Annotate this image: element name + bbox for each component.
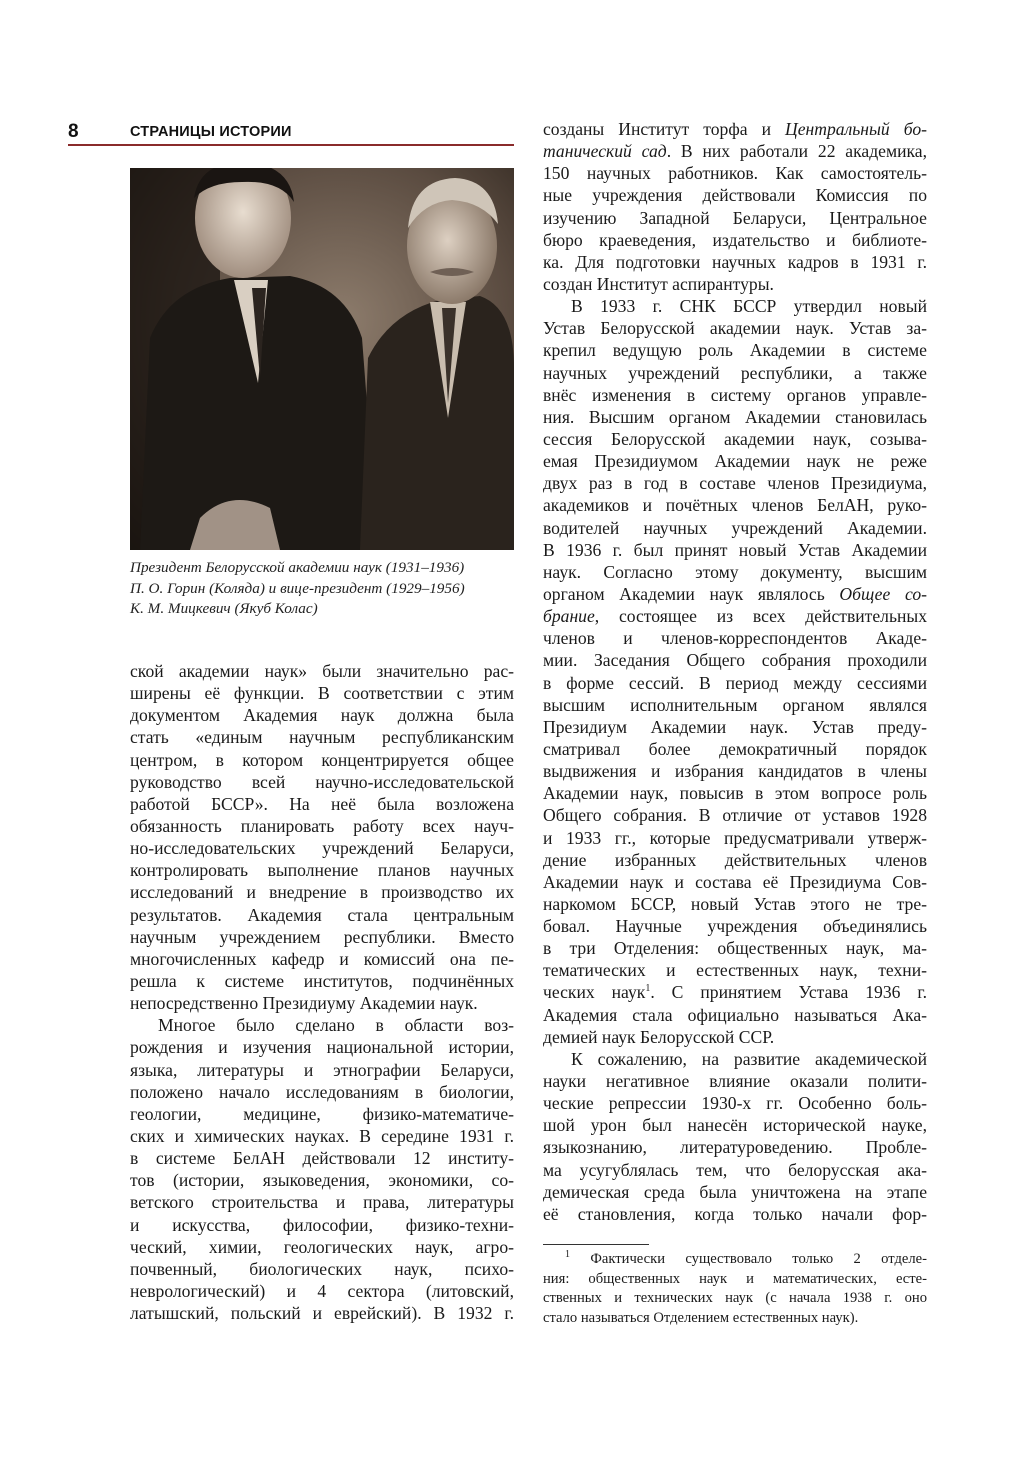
text-line: демией наук Белорусской ССР. bbox=[543, 1026, 775, 1047]
caption-line: П. О. Горин (Коляда) и вице-президент (1929–1956) bbox=[130, 579, 465, 597]
text-line: ческий, химии, геологических наук, агро- bbox=[130, 1236, 514, 1257]
text-fragment: созданы Институт торфа и bbox=[543, 119, 786, 139]
text-line: емая Президиумом Академии наук не реже bbox=[543, 451, 927, 472]
footnote-line: ния: общественных наук и математических, есте- bbox=[543, 1270, 927, 1287]
text-line bbox=[543, 605, 927, 627]
text-line: её становления, когда только начали фор- bbox=[543, 1203, 927, 1224]
text-line: обязанность планировать работу всех науч- bbox=[130, 815, 514, 836]
text-line: центром, в котором концентрируется общее bbox=[130, 749, 514, 770]
running-head: СТРАНИЦЫ ИСТОРИИ bbox=[130, 124, 292, 140]
text-line: тематических и естественных наук, техни- bbox=[543, 960, 927, 981]
page-number: 8 bbox=[68, 121, 79, 142]
text-line: и 1933 гг., которые предусматривали утверж- bbox=[543, 827, 927, 848]
text-line: результатов. Академия стала центральным bbox=[130, 904, 514, 925]
text-line: но-исследовательских учреждений Беларуси, bbox=[130, 838, 514, 859]
photo-caption bbox=[130, 558, 516, 620]
text-fragment: органом Академии наук являлось bbox=[543, 583, 840, 604]
text-line: ма усугублялась тем, что белорусская ака- bbox=[543, 1159, 927, 1180]
text-line: языкознанию, литературоведению. Пробле- bbox=[543, 1137, 927, 1158]
text-fragment: , состоящее из всех действительных bbox=[594, 606, 927, 627]
caption-line: Президент Белорусской академии наук (1931–1936) bbox=[130, 559, 465, 576]
text-line: в системе БелАН действовали 12 институ- bbox=[130, 1148, 514, 1169]
text-line: многочисленных кафедр и комиссий она пе- bbox=[130, 948, 514, 969]
footnote-line: стало называться Отделением естественных наук). bbox=[543, 1309, 859, 1326]
text-line: ветского строительства и права, литературы bbox=[130, 1192, 514, 1213]
text-line: научным учреждением республики. Вместо bbox=[130, 926, 514, 947]
text-line: в форме сессий. В период между сессиями bbox=[543, 672, 927, 693]
text-line: решла к системе институтов, подчинённых bbox=[130, 970, 514, 991]
text-line: научных учреждений республики, а также bbox=[543, 362, 927, 383]
text-line: исследований и внедрение в производство их bbox=[130, 882, 514, 903]
text-line: К сожалению, на развитие академической bbox=[571, 1048, 927, 1069]
text-line: латышский, польский и еврейский). В 1932 г. bbox=[130, 1303, 514, 1324]
text-line: выдвижения и избрания кандидатов в члены bbox=[543, 761, 927, 782]
text-line: геологии, медицине, физико-математиче- bbox=[130, 1103, 514, 1124]
text-line: шой урон был нанесён исторической науке, bbox=[543, 1115, 927, 1136]
text-fragment: . С принятием Устава 1936 г. bbox=[650, 982, 927, 1003]
text-line: ширены её функции. В соответствии с этим bbox=[130, 683, 514, 704]
text-line: Устав Белорусской академии наук. Устав за- bbox=[543, 318, 927, 339]
text-line: бовал. Научные учреждения объединялись bbox=[543, 916, 927, 937]
text-line: науки негативное влияние оказали полити- bbox=[543, 1071, 927, 1092]
text-line: ческие репрессии 1930-х гг. Особенно боль- bbox=[543, 1093, 927, 1114]
text-line: В 1936 г. был принят новый Устав Академии bbox=[543, 539, 927, 560]
text-line: Академии наук, повысив в этом вопросе роль bbox=[543, 783, 927, 804]
text-line bbox=[543, 118, 927, 140]
footnote-marker: 1 bbox=[645, 983, 651, 995]
text-line: стать «единым научным республиканским bbox=[130, 727, 514, 748]
italic-term: танический сад bbox=[543, 141, 667, 162]
text-line: водителей научных учреждений Академии. bbox=[543, 517, 927, 538]
text-line: тов (истории, языковедения, экономики, со- bbox=[130, 1170, 514, 1191]
text-line: документом Академия наук должна была bbox=[130, 705, 514, 726]
text-line: Президиум Академии наук. Устав преду- bbox=[543, 716, 927, 737]
text-line: академиков и почётных членов БелАН, руко- bbox=[543, 495, 927, 516]
text-line: Многое было сделано в области воз- bbox=[158, 1015, 514, 1036]
text-line: и искусства, философии, физико-техни- bbox=[130, 1214, 514, 1235]
text-line: сматривал более демократичный порядок bbox=[543, 738, 927, 759]
text-line: крепил ведущую роль Академии в системе bbox=[543, 340, 927, 361]
text-line: работой БССР». На неё была возложена bbox=[130, 793, 514, 814]
footnote-text: Фактически существовало только 2 отделе- bbox=[590, 1251, 927, 1267]
italic-term: брание bbox=[543, 606, 595, 627]
text-line: В 1933 г. СНК БССР утвердил новый bbox=[571, 296, 927, 317]
text-line: контролировать выполнение планов научных bbox=[130, 860, 514, 881]
text-line: демическая среда была уничтожена на этапе bbox=[543, 1181, 927, 1202]
text-line: наркомом БССР, новый Устав этого не тре- bbox=[543, 893, 927, 914]
text-line: Общего собрания. В отличие от уставов 1928 bbox=[543, 805, 927, 826]
left-text-column bbox=[130, 660, 514, 1324]
text-line: 150 научных работников. Как самостоятель- bbox=[543, 163, 927, 184]
text-line: неврологический) и 4 сектора (литовский, bbox=[130, 1280, 514, 1301]
footnote-line: ственных и технических наук (с начала 1938 г. оно bbox=[543, 1290, 927, 1306]
text-line: изучению Западной Беларуси, Центральное bbox=[543, 207, 927, 228]
text-line bbox=[543, 981, 927, 1003]
text-line: создан Институт аспирантуры. bbox=[543, 273, 774, 294]
footnote-number: 1 bbox=[565, 1249, 570, 1261]
footnote-line bbox=[543, 1250, 927, 1270]
historical-photo bbox=[130, 168, 514, 550]
text-line: дение избранных действительных членов bbox=[543, 849, 927, 870]
text-line: мии. Заседания Общего собрания проходили bbox=[543, 650, 927, 671]
text-fragment: ческих наук bbox=[543, 982, 646, 1003]
header-rule bbox=[68, 144, 514, 146]
text-line: почвенный, биологических наук, психо- bbox=[130, 1258, 514, 1279]
text-line bbox=[543, 583, 927, 605]
text-line: ка. Для подготовки научных кадров в 1931 г. bbox=[543, 251, 927, 272]
text-line: бюро краеведения, издательство и библиоте- bbox=[543, 229, 927, 250]
right-text-column bbox=[543, 118, 927, 1225]
text-line: руководство всей научно-исследовательской bbox=[130, 771, 514, 792]
text-line: рождения и изучения национальной истории, bbox=[130, 1037, 514, 1058]
text-line: ные учреждения действовали Комиссия по bbox=[543, 185, 927, 206]
text-line: двух раз в год в составе членов Президиума, bbox=[543, 473, 927, 494]
footnote-rule bbox=[543, 1244, 649, 1245]
text-line: ской академии наук» были значительно рас- bbox=[130, 661, 514, 681]
text-line: Академии наук и состава её Президиума Сов- bbox=[543, 871, 927, 892]
text-line: внёс изменения в систему органов управле- bbox=[543, 384, 927, 405]
text-line: высшим исполнительным органом являлся bbox=[543, 694, 927, 715]
text-fragment: . В них работали 22 академика, bbox=[666, 141, 928, 162]
text-line: членов и членов-корреспондентов Акаде- bbox=[543, 628, 927, 649]
text-line: положено начало исследованиям в биологии, bbox=[130, 1081, 514, 1102]
caption-line: К. М. Мицкевич (Якуб Колас) bbox=[130, 600, 318, 617]
footnote bbox=[543, 1250, 927, 1328]
text-line: ния. Высшим органом Академии становилась bbox=[543, 406, 927, 427]
text-line: в три Отделения: общественных наук, ма- bbox=[543, 938, 927, 959]
text-line: сессия Белорусской академии наук, созыва- bbox=[543, 428, 927, 449]
text-line bbox=[543, 140, 927, 162]
italic-term: Центральный бо- bbox=[785, 119, 927, 139]
italic-term: Общее со- bbox=[839, 583, 927, 604]
text-line: ских и химических науках. В середине 1931 г. bbox=[130, 1125, 514, 1146]
text-line: непосредственно Президиуму Академии наук. bbox=[130, 993, 478, 1014]
text-line: наук. Согласно этому документу, высшим bbox=[543, 561, 927, 582]
text-line: Академия стала официально называться Ака- bbox=[543, 1004, 927, 1025]
text-line: языка, литературы и этнографии Беларуси, bbox=[130, 1059, 514, 1080]
